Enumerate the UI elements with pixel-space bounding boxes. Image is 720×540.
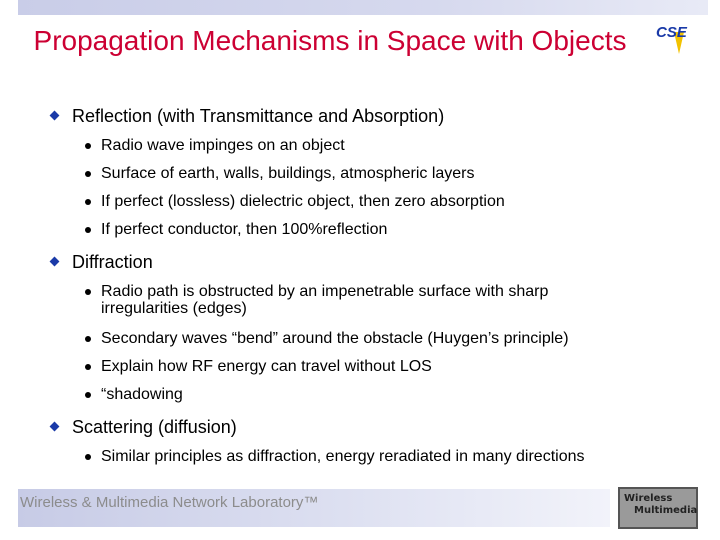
wireless-multimedia-logo-icon — [618, 487, 698, 529]
level1-bullet-icon — [50, 422, 60, 432]
sub-bullet: Radio wave impinges on an object — [101, 137, 345, 154]
level2-bullet-icon — [85, 143, 91, 149]
level2-bullet-icon — [85, 336, 91, 342]
level2-bullet-icon — [85, 454, 91, 460]
footer-lab-name: Wireless & Multimedia Network Laboratory™ — [20, 494, 319, 511]
slide-title: Propagation Mechanisms in Space with Objects — [33, 25, 627, 56]
level2-bullet-icon — [85, 227, 91, 233]
bullet-diffraction: Diffraction — [72, 252, 153, 272]
level1-bullet-icon — [50, 257, 60, 267]
top-decoration-band — [18, 0, 708, 15]
sub-bullet: Radio path is obstructed by an impenetrable surface with sharp irregularities (edges) — [101, 283, 549, 317]
sub-bullet: If perfect conductor, then 100%reflection — [101, 221, 388, 238]
logo-text: CSE — [656, 24, 687, 41]
sub-bullet: Similar principles as diffraction, energy reradiated in many directions — [101, 448, 585, 465]
level2-bullet-icon — [85, 392, 91, 398]
sub-bullet: “shadowing — [101, 386, 183, 403]
sub-bullet: Secondary waves “bend” around the obstacle (Huygen’s principle) — [101, 330, 569, 347]
level2-bullet-icon — [85, 199, 91, 205]
sub-bullet: Explain how RF energy can travel without LOS — [101, 358, 432, 375]
level2-bullet-icon — [85, 171, 91, 177]
footer-logo-line1: Wireless — [624, 493, 673, 504]
sub-bullet: Surface of earth, walls, buildings, atmospheric layers — [101, 165, 475, 182]
footer-logo-line2: Multimedia — [634, 505, 698, 516]
bullet-scattering: Scattering (diffusion) — [72, 417, 237, 437]
level2-bullet-icon — [85, 289, 91, 295]
cse-logo-icon — [652, 22, 702, 56]
sub-bullet: If perfect (lossless) dielectric object, then zero absorption — [101, 193, 505, 210]
bullet-reflection: Reflection (with Transmittance and Absorption) — [72, 106, 445, 126]
level1-bullet-icon — [50, 111, 60, 121]
level2-bullet-icon — [85, 364, 91, 370]
